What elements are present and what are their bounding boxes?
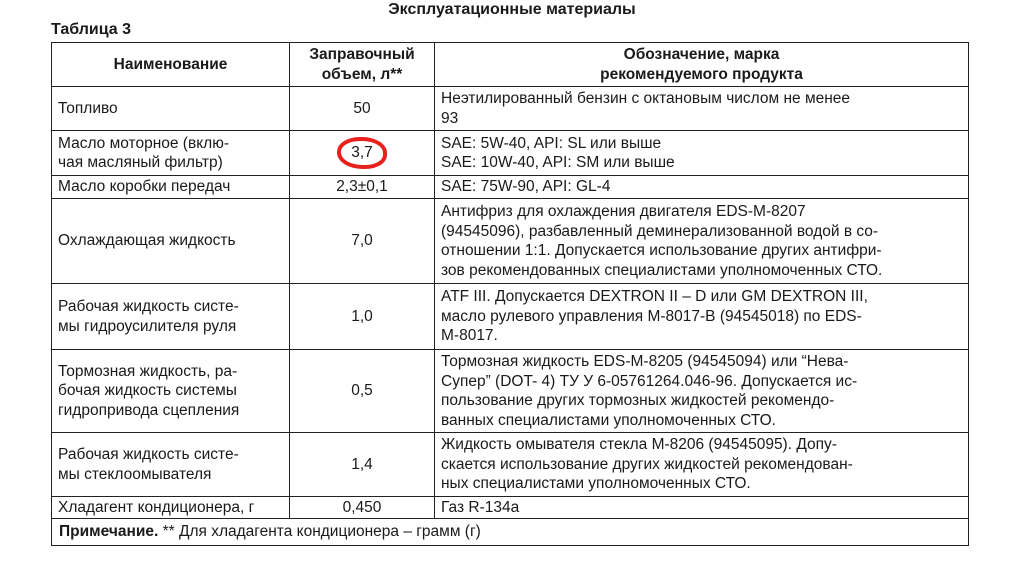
fill-volume: 50	[290, 87, 435, 131]
product-designation: ATF III. Допускается DEXTRON II – D или GM DEXTRON III, масло рулевого управления M-8017-B (94545018) по EDS- M-8017.	[435, 284, 969, 350]
fill-volume: 2,3±0,1	[290, 176, 435, 199]
table-label: Таблица 3	[51, 21, 132, 38]
header-row	[52, 43, 969, 87]
product-designation: SAE: 5W-40, API: SL или выше SAE: 10W-40, API: SM или выше	[435, 131, 969, 176]
material-name: Масло коробки передач	[52, 176, 290, 199]
table-row	[52, 433, 969, 497]
material-name: Топливо	[52, 87, 290, 131]
fill-volume: 1,0	[290, 284, 435, 350]
material-name: Масло моторное (вклю- чая масляный фильтр)	[52, 131, 290, 176]
product-designation: Антифриз для охлаждения двигателя EDS-M-8207 (94545096), разбавленный деминерализованной водой в со- отношении 1:1. Допускается использование других антифри- зов рекомендованных специалистами уполномоченных СТО.	[435, 199, 969, 284]
note-row	[52, 519, 969, 546]
product-designation: Газ R-134a	[435, 497, 969, 519]
fill-volume: 7,0	[290, 199, 435, 284]
fill-volume: 1,4	[290, 433, 435, 497]
fill-volume: 0,5	[290, 350, 435, 433]
highlighted-volume: 3,7	[343, 141, 381, 165]
product-designation: Тормозная жидкость EDS-M-8205 (94545094) или “Нева- Супер” (DOT- 4) ТУ У 6-05761264.046-96. Допускается ис- пользование других тормозных жидкостей рекомендо- ванных специалистами уполномоченных СТО.	[435, 350, 969, 433]
note-label: Примечание.	[59, 523, 159, 541]
materials-table	[51, 42, 969, 546]
material-name: Рабочая жидкость систе- мы стеклоомывателя	[52, 433, 290, 497]
table-row	[52, 350, 969, 433]
material-name: Хладагент кондиционера, г	[52, 497, 290, 519]
material-name: Охлаждающая жидкость	[52, 199, 290, 284]
table-row	[52, 176, 969, 199]
product-designation: SAE: 75W-90, API: GL-4	[435, 176, 969, 199]
header-designation: Обозначение, марка рекомендуемого продукта	[435, 43, 969, 87]
header-volume: Заправочный объем, л**	[290, 43, 435, 87]
table-row	[52, 199, 969, 284]
table-row	[52, 284, 969, 350]
product-designation: Жидкость омывателя стекла M-8206 (94545095). Допу- скается использование других жидкостей рекомендован- ных специалистами уполномоченных СТО.	[435, 433, 969, 497]
document-title: Эксплуатационные материалы	[388, 1, 636, 18]
table-row	[52, 497, 969, 519]
table-row	[52, 87, 969, 131]
material-name: Рабочая жидкость систе- мы гидроусилителя руля	[52, 284, 290, 350]
header-name: Наименование	[52, 43, 290, 87]
fill-volume: 0,450	[290, 497, 435, 519]
product-designation: Неэтилированный бензин с октановым числом не менее 93	[435, 87, 969, 131]
table-row	[52, 131, 969, 176]
table-note	[52, 519, 969, 546]
fill-volume	[290, 131, 435, 176]
note-text: ** Для хладагента кондиционера – грамм (г)	[158, 523, 481, 541]
material-name: Тормозная жидкость, ра- бочая жидкость системы гидропривода сцепления	[52, 350, 290, 433]
